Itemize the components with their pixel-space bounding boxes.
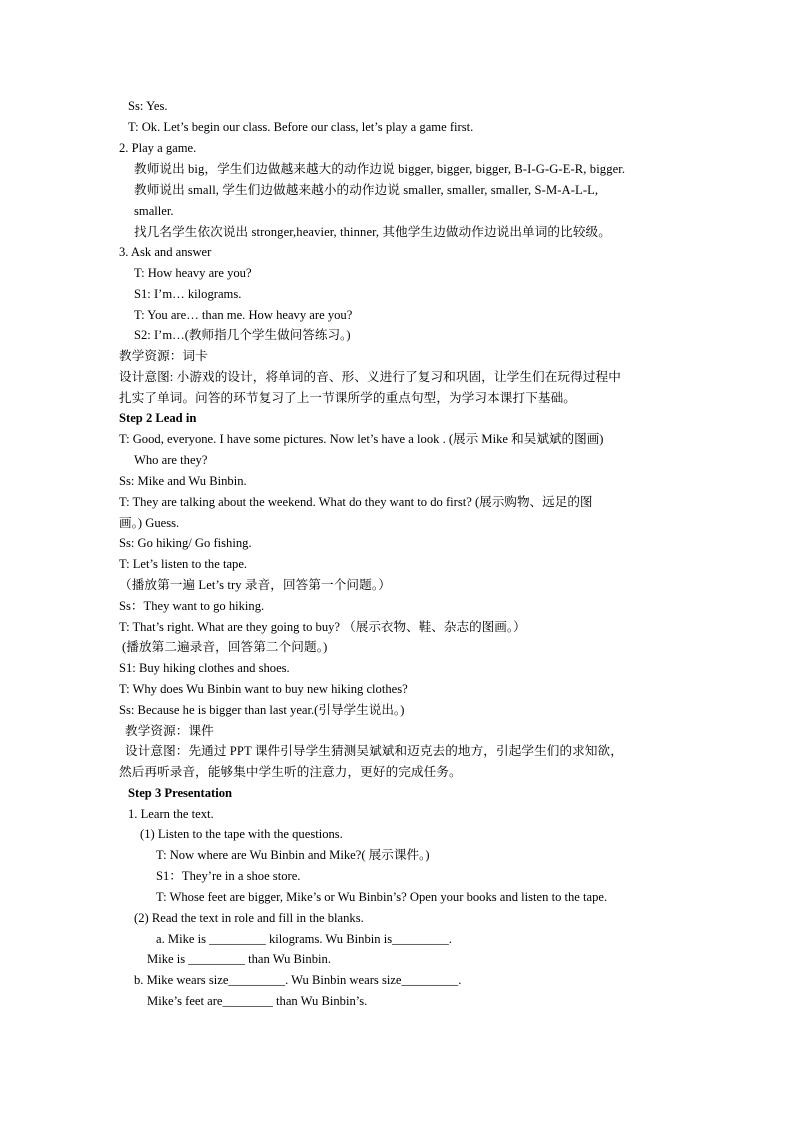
list-item-heading: 3. Ask and answer — [119, 245, 212, 259]
step-heading: Step 2 Lead in — [119, 411, 197, 425]
dialogue-line: Ss：They want to go hiking. — [119, 599, 265, 613]
stage-direction: （播放第一遍 Let’s try 录音，回答第一个问题。） — [119, 578, 391, 592]
text-line: 教师说出 small, 学生们边做越来越小的动作边说 smaller, smaller, smaller, S-M-A-L-L, — [134, 183, 599, 197]
dialogue-line: T: Whose feet are bigger, Mike’s or Wu Binbin’s? Open your books and listen to the tape. — [156, 890, 608, 904]
dialogue-line: Ss: Mike and Wu Binbin. — [119, 474, 247, 488]
dialogue-line: T: Let’s listen to the tape. — [119, 557, 248, 571]
dialogue-line: S1：They’re in a shoe store. — [156, 869, 301, 883]
step-heading: Step 3 Presentation — [128, 786, 233, 800]
sub-item: (1) Listen to the tape with the questions. — [140, 827, 343, 841]
dialogue-line: S1: I’m… kilograms. — [134, 287, 242, 301]
design-intent-text: 扎实了单词。问答的环节复习了上一节课所学的重点句型，为学习本课打下基础。 — [119, 391, 576, 405]
dialogue-line: T: You are… than me. How heavy are you? — [134, 308, 353, 322]
fill-in-blank: b. Mike wears size_________. Wu Binbin wears size_________. — [134, 973, 462, 987]
stage-direction: (播放第二遍录音，回答第二个问题。) — [122, 640, 328, 654]
dialogue-line: 画。) Guess. — [119, 516, 180, 530]
text-line: smaller. — [134, 204, 174, 218]
design-intent-text: 设计意图: 小游戏的设计，将单词的音、形、义进行了复习和巩固，让学生们在玩得过程中 — [119, 370, 621, 384]
dialogue-line: T: Good, everyone. I have some pictures. Now let’s have a look . (展示 Mike 和吴斌斌的图画) — [119, 432, 604, 446]
fill-in-blank: Mike is _________ than Wu Binbin. — [147, 952, 331, 966]
list-item-heading: 2. Play a game. — [119, 141, 197, 155]
dialogue-line: Ss: Because he is bigger than last year.(引导学生说出。) — [119, 703, 405, 717]
design-intent-text: 设计意图：先通过 PPT 课件引导学生猜测吴斌斌和迈克去的地方，引起学生们的求知欲， — [125, 744, 623, 758]
text-line: 找几名学生依次说出 stronger,heavier, thinner, 其他学生边做动作边说出单词的比较级。 — [134, 225, 611, 239]
dialogue-line: T: That’s right. What are they going to buy? （展示衣物、鞋、杂志的图画。） — [119, 620, 526, 634]
list-item-heading: 1. Learn the text. — [128, 807, 214, 821]
dialogue-line: Who are they? — [134, 453, 208, 467]
text-line: T: Ok. Let’s begin our class. Before our class, let’s play a game first. — [128, 120, 474, 134]
dialogue-line: Ss: Go hiking/ Go fishing. — [119, 536, 252, 550]
sub-item: (2) Read the text in role and fill in the blanks. — [134, 911, 364, 925]
dialogue-line: T: They are talking about the weekend. What do they want to do first? (展示购物、远足的图 — [119, 495, 593, 509]
design-intent-text: 然后再听录音，能够集中学生听的注意力，更好的完成任务。 — [119, 765, 462, 779]
dialogue-line: T: How heavy are you? — [134, 266, 252, 280]
fill-in-blank: a. Mike is _________ kilograms. Wu Binbin is_________. — [156, 932, 452, 946]
dialogue-line: S1: Buy hiking clothes and shoes. — [119, 661, 290, 675]
dialogue-line: T: Now where are Wu Binbin and Mike?( 展示课件。) — [156, 848, 430, 862]
text-line: 教师说出 big，学生们边做越来越大的动作边说 bigger, bigger, bigger, B-I-G-G-E-R, bigger. — [134, 162, 626, 176]
dialogue-line: T: Why does Wu Binbin want to buy new hiking clothes? — [119, 682, 408, 696]
fill-in-blank: Mike’s feet are________ than Wu Binbin’s. — [147, 994, 368, 1008]
text-line: Ss: Yes. — [128, 99, 168, 113]
resource-label: 教学资源：词卡 — [119, 349, 208, 363]
dialogue-line: S2: I’m…(教师指几个学生做问答练习。) — [134, 328, 351, 342]
resource-label: 教学资源：课件 — [125, 724, 214, 738]
